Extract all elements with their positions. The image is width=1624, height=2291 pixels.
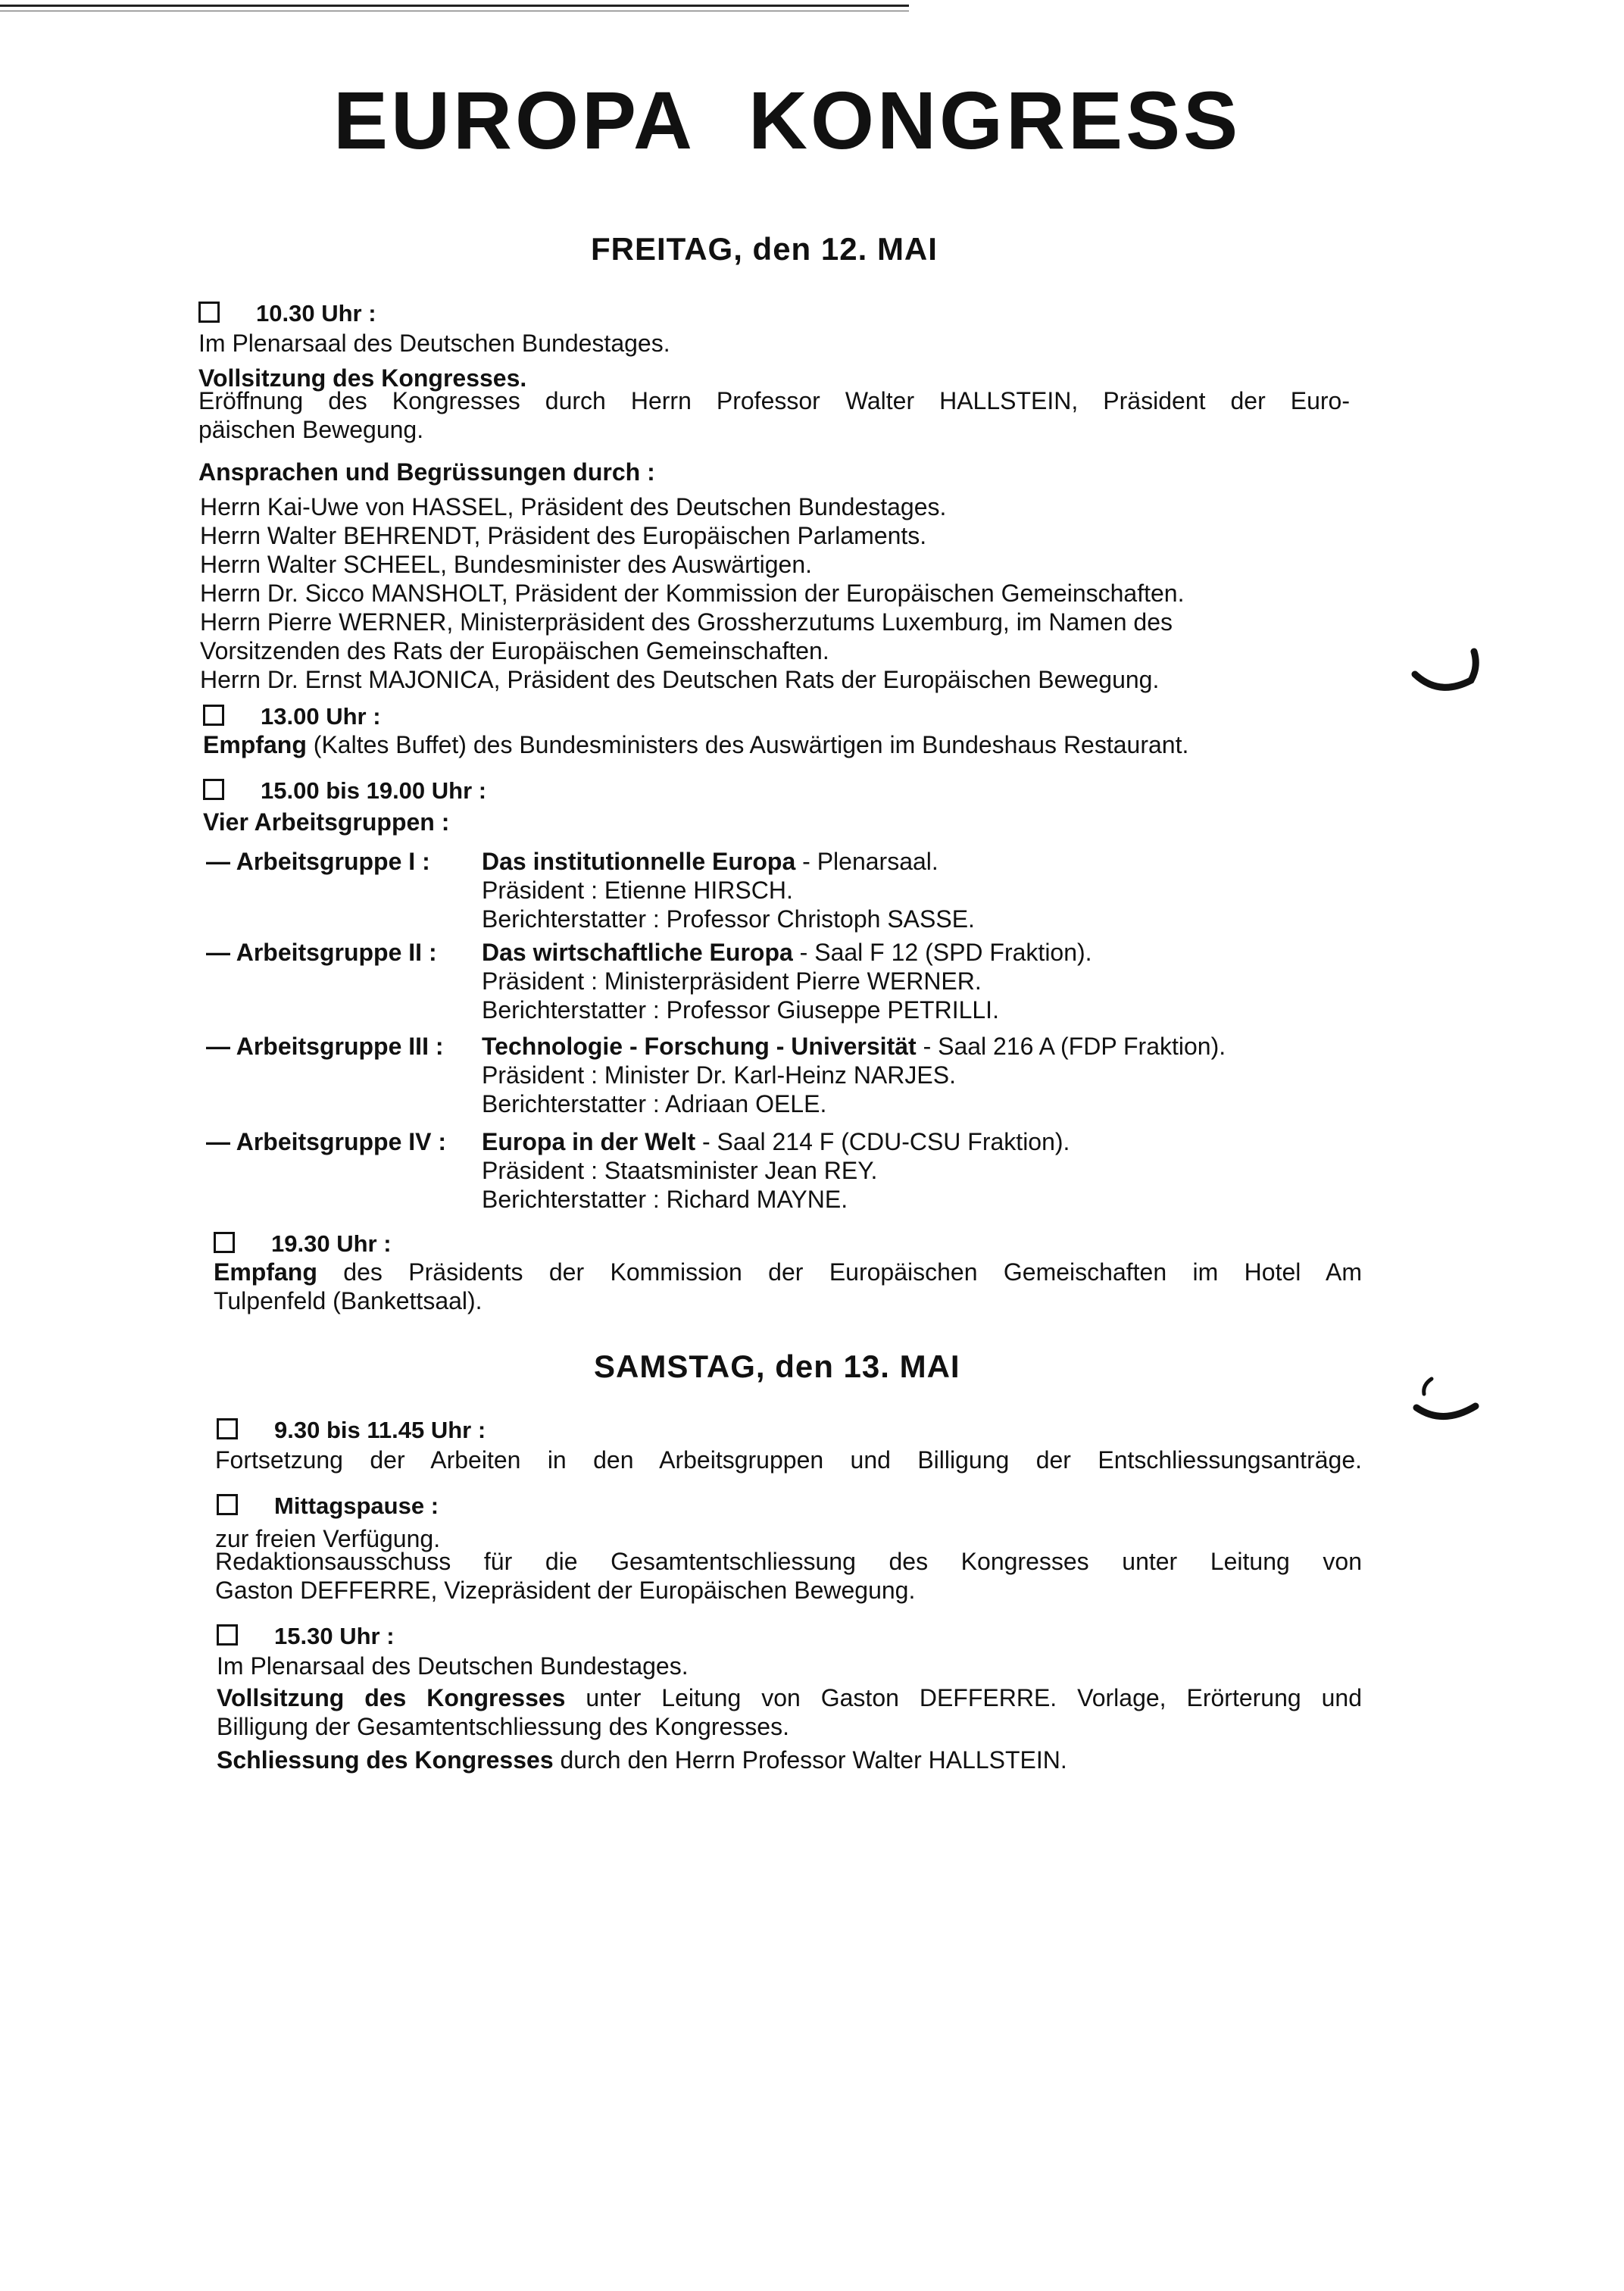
session-time: 10.30 Uhr : — [256, 300, 376, 327]
group-title-text: Technologie - Forschung - Universität — [482, 1033, 917, 1060]
session-time: 9.30 bis 11.45 Uhr : — [274, 1417, 486, 1443]
session-text: Gaston DEFFERRE, Vizepräsident der Europäischen Bewegung. — [215, 1577, 916, 1604]
session-time: Mittagspause : — [274, 1492, 439, 1519]
reception-line — [214, 1258, 1362, 1286]
group-rapporteur: Berichterstatter : Richard MAYNE. — [482, 1186, 848, 1213]
session-time-row — [217, 1621, 395, 1651]
group-body — [482, 1032, 1226, 1118]
speaker-line: Herrn Kai-Uwe von HASSEL, Präsident des Deutschen Bundestages. — [200, 493, 947, 520]
top-rule — [0, 5, 909, 7]
checkbox-icon — [203, 705, 224, 726]
closing-label: Schliessung des Kongresses — [217, 1746, 554, 1774]
group-room: - Saal 216 A (FDP Fraktion). — [916, 1033, 1226, 1060]
page-title: EUROPA KONGRESS — [333, 74, 1241, 166]
group-title-text: Europa in der Welt — [482, 1128, 696, 1155]
day-heading-saturday: SAMSTAG, den 13. MAI — [594, 1349, 960, 1384]
session-time-row — [203, 776, 486, 805]
group-title — [482, 1127, 1070, 1156]
group-title-text: Das institutionnelle Europa — [482, 848, 796, 875]
session-text: zur freien Verfügung. — [215, 1525, 441, 1552]
session-time-row — [217, 1415, 486, 1445]
checkbox-icon — [217, 1494, 238, 1515]
session-time: 19.30 Uhr : — [271, 1230, 392, 1257]
speaker-line: Herrn Pierre WERNER, Ministerpräsident des Grossherzutums Luxemburg, im Namen des — [200, 608, 1173, 636]
group-president: Präsident : Staatsminister Jean REY. — [482, 1157, 878, 1184]
reception-line — [203, 730, 1354, 759]
group-president: Präsident : Minister Dr. Karl-Heinz NARJES. — [482, 1061, 956, 1089]
group-body — [482, 938, 1092, 1024]
session-time-row — [198, 298, 376, 328]
plenary-label: Vollsitzung des Kongresses. — [198, 364, 527, 392]
group-room: - Saal F 12 (SPD Fraktion). — [792, 939, 1092, 966]
reception-text: des Präsidents der Kommission der Europäischen Gemeischaften im Hotel Am — [343, 1258, 1363, 1286]
working-groups-label: Vier Arbeitsgruppen : — [203, 808, 450, 836]
session-time: 15.00 bis 19.00 Uhr : — [261, 777, 487, 804]
session-time: 15.30 Uhr : — [274, 1623, 395, 1649]
group-rapporteur: Berichterstatter : Professor Christoph SASSE. — [482, 905, 975, 933]
opening-line: päischen Bewegung. — [198, 416, 424, 443]
group-president: Präsident : Ministerpräsident Pierre WERNER. — [482, 967, 982, 995]
group-body — [482, 1127, 1070, 1214]
speaker-line: Herrn Dr. Ernst MAJONICA, Präsident des Deutschen Rats der Europäischen Bewegung. — [200, 666, 1160, 693]
reception-label: Empfang — [203, 731, 307, 758]
speeches-label: Ansprachen und Begrüssungen durch : — [198, 458, 655, 486]
group-room: - Saal 214 F (CDU-CSU Fraktion). — [695, 1128, 1070, 1155]
reception-label: Empfang — [214, 1258, 317, 1286]
group-title — [482, 847, 975, 876]
group-label: — Arbeitsgruppe I : — [206, 848, 430, 875]
session-text: Fortsetzung der Arbeiten in den Arbeitsgruppen und Billigung der Entschliessungsanträge. — [215, 1446, 1362, 1474]
margin-check-mark-icon — [1409, 1356, 1485, 1432]
group-room: - Plenarsaal. — [795, 848, 938, 875]
plenary-line — [217, 1683, 1362, 1712]
session-text: Redaktionsausschuss für die Gesamtentschliessung des Kongresses unter Leitung von — [215, 1548, 1362, 1575]
reception-text: (Kaltes Buffet) des Bundesministers des Auswärtigen im Bundeshaus Restaurant. — [313, 731, 1189, 758]
session-time-row — [217, 1491, 439, 1521]
group-title — [482, 938, 1092, 967]
closing-line — [217, 1746, 1067, 1774]
group-label: — Arbeitsgruppe IV : — [206, 1128, 447, 1155]
group-label: — Arbeitsgruppe III : — [206, 1033, 444, 1060]
group-rapporteur: Berichterstatter : Professor Giuseppe PETRILLI. — [482, 996, 999, 1024]
group-rapporteur: Berichterstatter : Adriaan OELE. — [482, 1090, 827, 1117]
speaker-line: Herrn Dr. Sicco MANSHOLT, Präsident der Kommission der Europäischen Gemeinschaften. — [200, 580, 1185, 607]
day-heading-friday: FREITAG, den 12. MAI — [591, 231, 938, 267]
group-title — [482, 1032, 1226, 1061]
margin-check-mark-icon — [1409, 644, 1485, 705]
speaker-line: Herrn Walter SCHEEL, Bundesminister des Auswärtigen. — [200, 551, 813, 578]
checkbox-icon — [217, 1624, 238, 1646]
checkbox-icon — [198, 302, 220, 323]
plenary-text: unter Leitung von Gaston DEFFERRE. Vorlage, Erörterung und — [565, 1684, 1363, 1711]
session-time-row — [203, 702, 381, 731]
closing-text: durch den Herrn Professor Walter HALLSTEIN. — [553, 1746, 1067, 1774]
group-title-text: Das wirtschaftliche Europa — [482, 939, 793, 966]
plenary-line: Billigung der Gesamtentschliessung des Kongresses. — [217, 1713, 789, 1740]
speaker-line: Vorsitzenden des Rats der Europäischen Gemeinschaften. — [200, 637, 829, 664]
speaker-line: Herrn Walter BEHRENDT, Präsident des Europäischen Parlaments. — [200, 522, 927, 549]
group-label: — Arbeitsgruppe II : — [206, 939, 437, 966]
group-president: Präsident : Etienne HIRSCH. — [482, 877, 793, 904]
reception-line: Tulpenfeld (Bankettsaal). — [214, 1287, 483, 1314]
session-time: 13.00 Uhr : — [261, 703, 381, 730]
plenary-label: Vollsitzung des Kongresses — [217, 1684, 566, 1711]
session-place: Im Plenarsaal des Deutschen Bundestages. — [198, 330, 670, 357]
checkbox-icon — [203, 779, 224, 800]
opening-line: Eröffnung des Kongresses durch Herrn Professor Walter HALLSTEIN, Präsident der Euro- — [198, 387, 1350, 414]
checkbox-icon — [217, 1418, 238, 1439]
checkbox-icon — [214, 1232, 235, 1253]
session-time-row — [214, 1229, 392, 1258]
session-place: Im Plenarsaal des Deutschen Bundestages. — [217, 1652, 689, 1680]
group-body — [482, 847, 975, 933]
